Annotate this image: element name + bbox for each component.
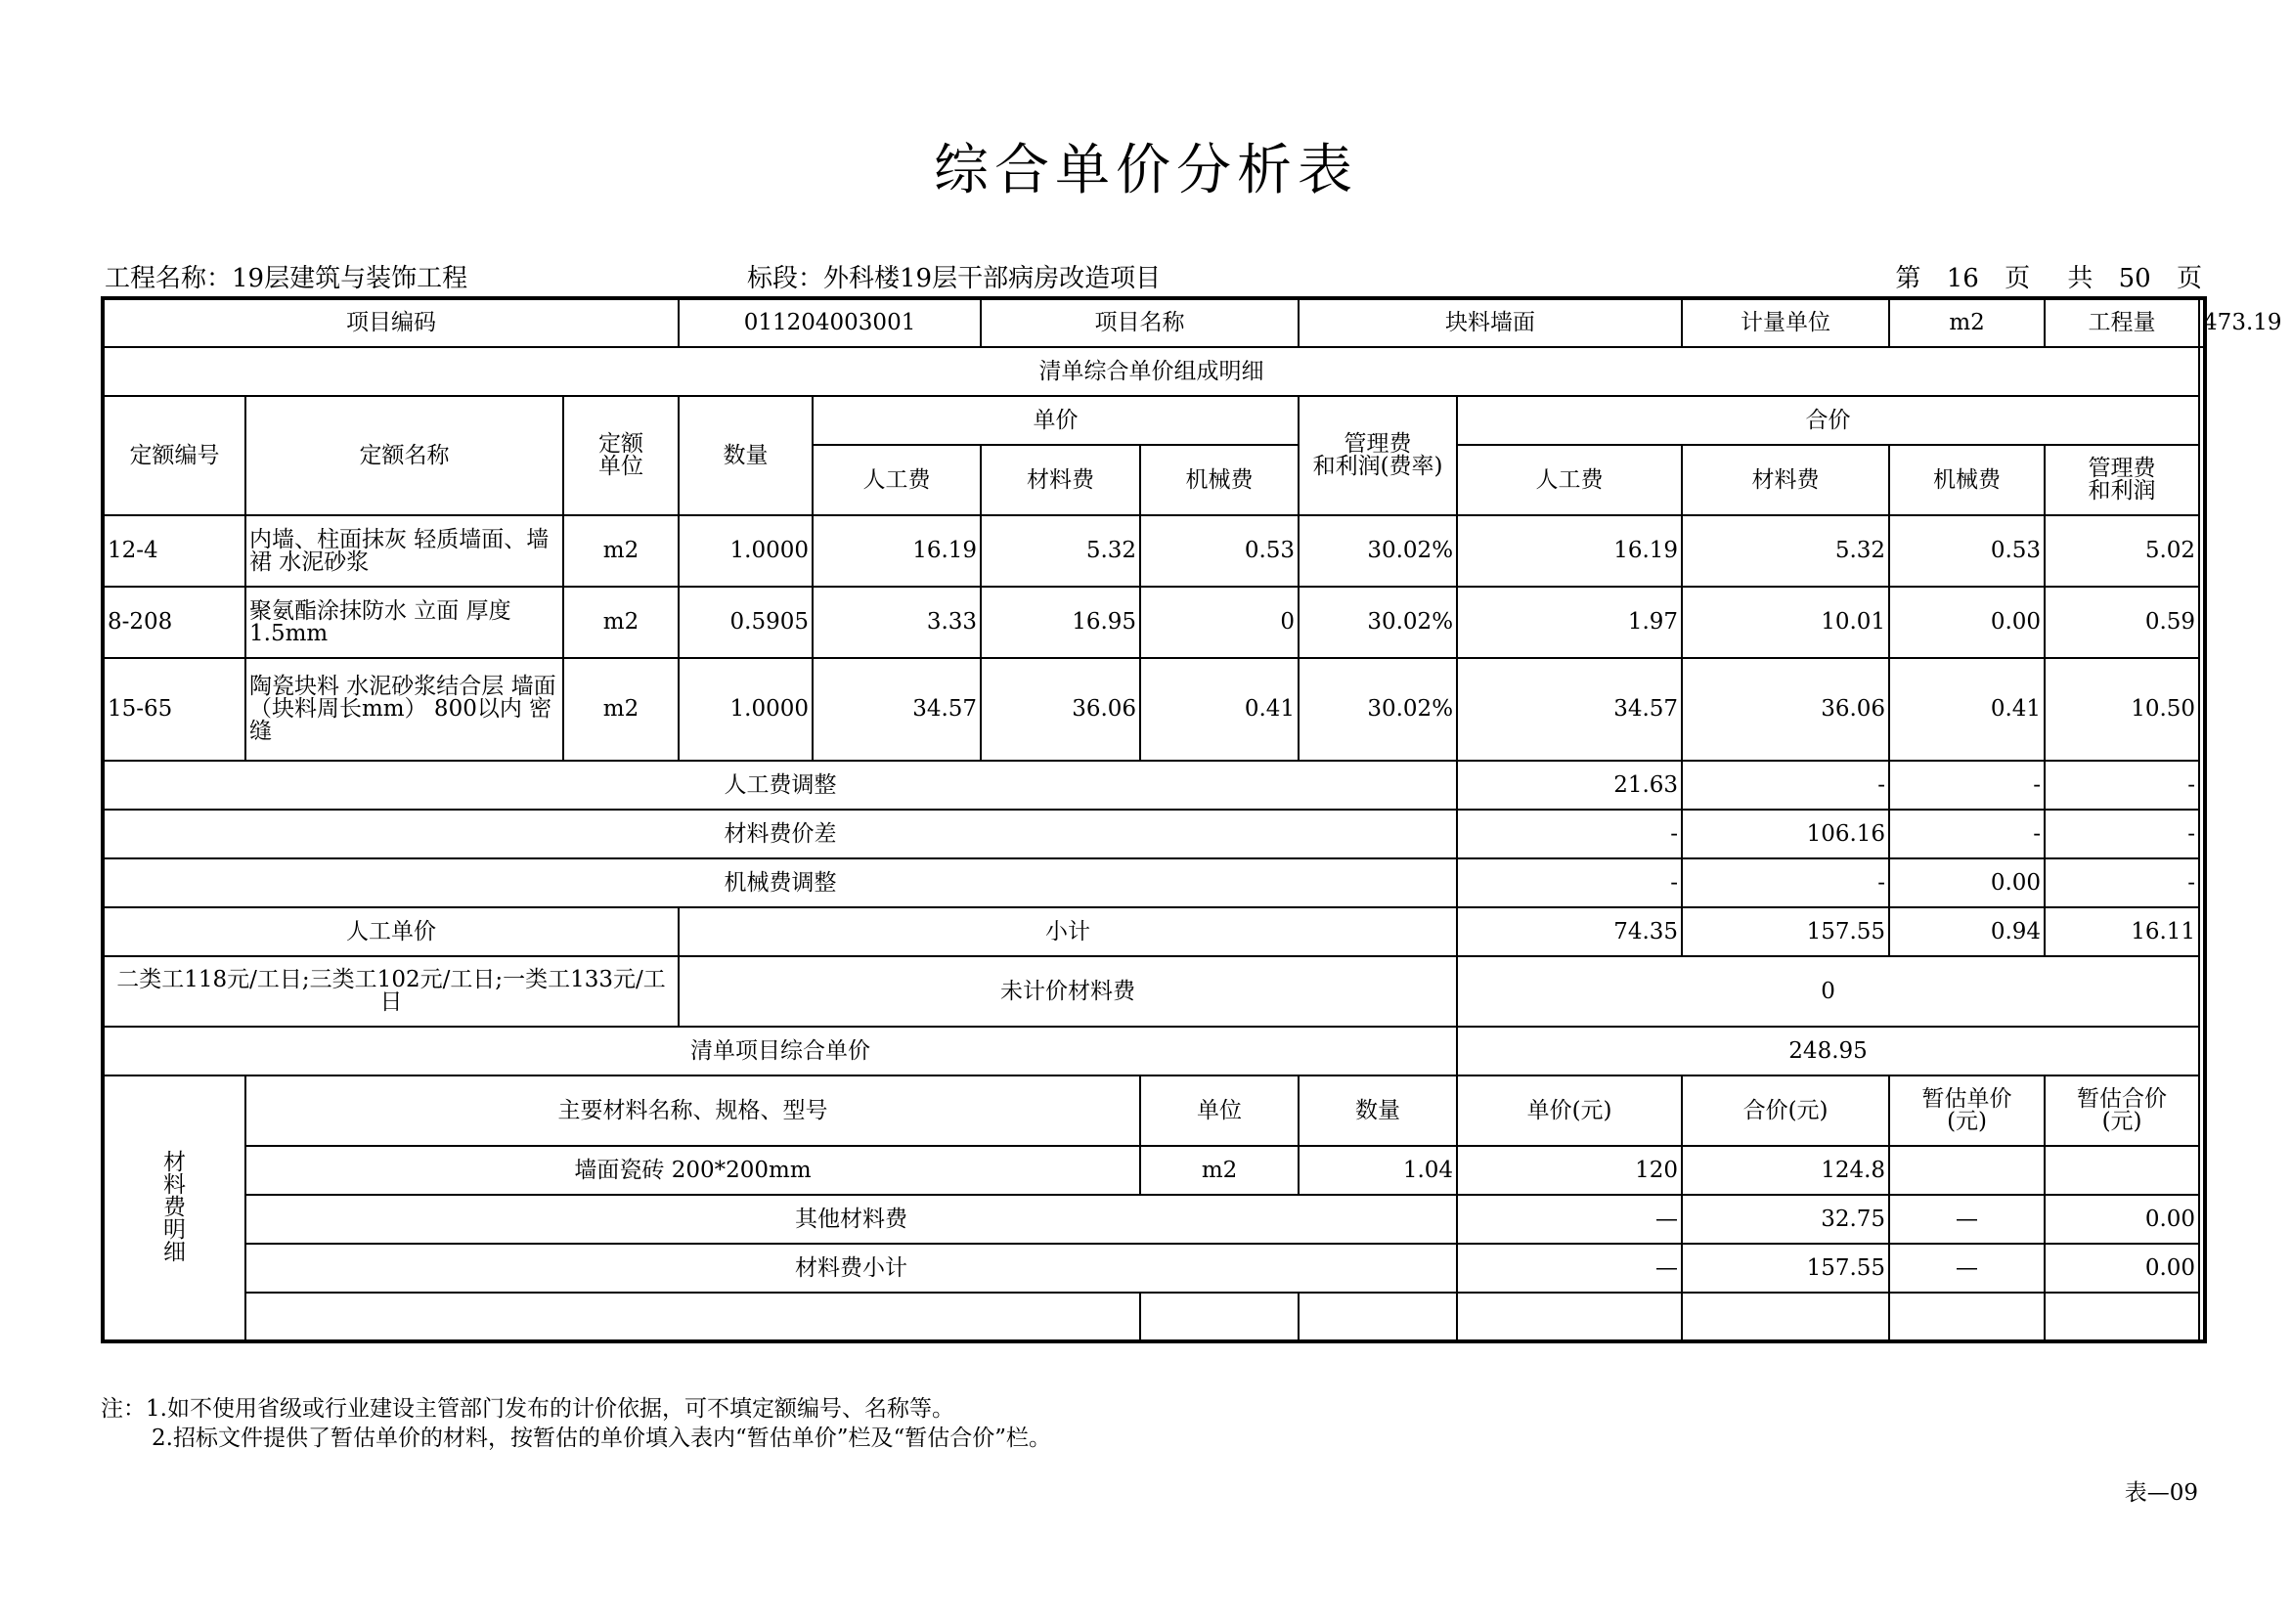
labor-rate-text: 二类工118元/工日;三类工102元/工日;一类工133元/工日 [103, 956, 679, 1027]
material-subtotal-label: 材料费小计 [245, 1244, 1457, 1293]
material-unit: m2 [1140, 1146, 1299, 1195]
total-labor: 34.57 [1457, 658, 1682, 761]
other-material-est-total: 0.00 [2045, 1195, 2199, 1244]
quota-name: 聚氨酯涂抹防水 立面 厚度1.5mm [245, 587, 563, 658]
adjustment-mgmt: - [2045, 761, 2199, 810]
mgmt-rate: 30.02% [1299, 515, 1457, 587]
adjustment-label: 材料费价差 [103, 810, 1457, 858]
col-unit-price: 单价 [813, 396, 1299, 445]
col-quota-unit: 定额 单位 [563, 396, 679, 515]
adjustment-material: - [1682, 761, 1889, 810]
table-row [103, 515, 2205, 587]
adjustment-machine: 0.00 [1889, 858, 2045, 907]
total-machine: 0.41 [1889, 658, 2045, 761]
table-row [103, 658, 2205, 761]
material-est-price-header: 暂估单价 (元) [1889, 1075, 2045, 1146]
adjustment-labor: - [1457, 858, 1682, 907]
unpriced-value: 0 [1457, 956, 2199, 1027]
quota-name: 陶瓷块料 水泥砂浆结合层 墙面（块料周长mm） 800以内 密缝 [245, 658, 563, 761]
total-suffix: 页 [2176, 264, 2202, 293]
col-mgmt-rate: 管理费 和利润(费率) [1299, 396, 1457, 515]
section-name: 标段：外科楼19层干部病房改造项目 [747, 264, 1162, 293]
col-quota-code: 定额编号 [103, 396, 245, 515]
page-title: 综合单价分析表 [934, 139, 1358, 202]
table-row [103, 587, 2205, 658]
total-mgmt: 0.59 [2045, 587, 2199, 658]
adjustment-row [103, 858, 2205, 907]
unit-material: 36.06 [981, 658, 1140, 761]
subtotal-row [103, 907, 2205, 956]
item-code-label: 项目编码 [103, 298, 679, 347]
quota-unit: m2 [563, 515, 679, 587]
material-name-header: 主要材料名称、规格、型号 [245, 1075, 1140, 1146]
total-labor: 16.19 [1457, 515, 1682, 587]
subtotal-machine: 0.94 [1889, 907, 2045, 956]
unit-material: 5.32 [981, 515, 1140, 587]
adjustment-labor: 21.63 [1457, 761, 1682, 810]
material-subtotal-est-price: — [1889, 1244, 2045, 1293]
subtotal-mgmt: 16.11 [2045, 907, 2199, 956]
quota-qty: 1.0000 [679, 515, 813, 587]
other-material-row [103, 1195, 2205, 1244]
total-pages: 50 [2118, 264, 2151, 293]
total-mgmt: 10.50 [2045, 658, 2199, 761]
page-prefix: 第 [1895, 264, 1921, 293]
total-material: 36.06 [1682, 658, 1889, 761]
material-est-total [2045, 1146, 2199, 1195]
unit-labor: 16.19 [813, 515, 981, 587]
unit-price-total-row [103, 1027, 2205, 1075]
adjustment-material: 106.16 [1682, 810, 1889, 858]
adjustment-machine: - [1889, 761, 2045, 810]
adjustment-row [103, 761, 2205, 810]
empty-cell [1457, 1293, 1682, 1341]
material-header-row [103, 1075, 2205, 1146]
empty-cell [1299, 1293, 1457, 1341]
unit-machine: 0.41 [1140, 658, 1299, 761]
item-name-value: 块料墙面 [1299, 298, 1682, 347]
material-row [103, 1146, 2205, 1195]
unit-machine: 0 [1140, 587, 1299, 658]
col-qty: 数量 [679, 396, 813, 515]
total-prefix: 共 [2067, 264, 2094, 293]
empty-material-row [103, 1293, 2205, 1341]
material-qty-header: 数量 [1299, 1075, 1457, 1146]
column-header-row-1 [103, 396, 2205, 445]
form-code: 表—09 [2124, 1480, 2198, 1506]
quota-name: 内墙、柱面抹灰 轻质墙面、墙裙 水泥砂浆 [245, 515, 563, 587]
material-est-price [1889, 1146, 2045, 1195]
material-subtotal-row [103, 1244, 2205, 1293]
col-total-material: 材料费 [1682, 445, 1889, 515]
material-total-header: 合价(元) [1682, 1075, 1889, 1146]
col-machine: 机械费 [1140, 445, 1299, 515]
quota-code: 8-208 [103, 587, 245, 658]
other-material-label: 其他材料费 [245, 1195, 1457, 1244]
quantity-value: 473.19 [2199, 298, 2205, 347]
subtotal-labor: 74.35 [1457, 907, 1682, 956]
quota-unit: m2 [563, 587, 679, 658]
other-material-price: — [1457, 1195, 1682, 1244]
material-price-header: 单价(元) [1457, 1075, 1682, 1146]
unit-price-analysis-table [101, 296, 2282, 1343]
total-machine: 0.00 [1889, 587, 2045, 658]
unit-machine: 0.53 [1140, 515, 1299, 587]
total-machine: 0.53 [1889, 515, 2045, 587]
unit-price-total-label: 清单项目综合单价 [103, 1027, 1457, 1075]
quantity-label: 工程量 [2045, 298, 2199, 347]
adjustment-machine: - [1889, 810, 2045, 858]
unit-material: 16.95 [981, 587, 1140, 658]
page-number: 16 [1946, 264, 1979, 293]
col-total-machine: 机械费 [1889, 445, 2045, 515]
other-material-est-price: — [1889, 1195, 2045, 1244]
col-quota-name: 定额名称 [245, 396, 563, 515]
adjustment-labor: - [1457, 810, 1682, 858]
quota-qty: 0.5905 [679, 587, 813, 658]
quota-code: 15-65 [103, 658, 245, 761]
project-name: 工程名称：19层建筑与装饰工程 [105, 264, 468, 293]
unit-value: m2 [1889, 298, 2045, 347]
labor-rate-label: 人工单价 [103, 907, 679, 956]
material-qty: 1.04 [1299, 1146, 1457, 1195]
empty-cell [1682, 1293, 1889, 1341]
mgmt-rate: 30.02% [1299, 587, 1457, 658]
section-title-row [103, 347, 2205, 396]
note-line-2: 2.招标文件提供了暂估单价的材料，按暂估的单价填入表内“暂估单价”栏及“暂估合价”栏。 [152, 1426, 1051, 1451]
material-subtotal-price: — [1457, 1244, 1682, 1293]
unpriced-row [103, 956, 2205, 1027]
material-price: 120 [1457, 1146, 1682, 1195]
total-material: 10.01 [1682, 587, 1889, 658]
page-mid: 页 [2005, 264, 2031, 293]
material-subtotal-total: 157.55 [1682, 1244, 1889, 1293]
material-total: 124.8 [1682, 1146, 1889, 1195]
empty-cell [245, 1293, 1140, 1341]
other-material-total: 32.75 [1682, 1195, 1889, 1244]
adjustment-row [103, 810, 2205, 858]
item-info-row [103, 298, 2205, 347]
total-labor: 1.97 [1457, 587, 1682, 658]
total-material: 5.32 [1682, 515, 1889, 587]
adjustment-label: 机械费调整 [103, 858, 1457, 907]
quota-unit: m2 [563, 658, 679, 761]
material-detail-side-label: 材 料 费 明 细 [103, 1075, 245, 1341]
col-material: 材料费 [981, 445, 1140, 515]
unit-price-total-value: 248.95 [1457, 1027, 2199, 1075]
unpriced-label: 未计价材料费 [679, 956, 1457, 1027]
subtotal-label: 小计 [679, 907, 1457, 956]
item-name-label: 项目名称 [981, 298, 1299, 347]
material-est-total-header: 暂估合价 (元) [2045, 1075, 2199, 1146]
quota-code: 12-4 [103, 515, 245, 587]
adjustment-mgmt: - [2045, 858, 2199, 907]
empty-cell [2045, 1293, 2199, 1341]
material-unit-header: 单位 [1140, 1075, 1299, 1146]
col-total-labor: 人工费 [1457, 445, 1682, 515]
mgmt-rate: 30.02% [1299, 658, 1457, 761]
unit-labor: 3.33 [813, 587, 981, 658]
unit-labor: 34.57 [813, 658, 981, 761]
adjustment-material: - [1682, 858, 1889, 907]
col-total-price: 合价 [1457, 396, 2199, 445]
total-mgmt: 5.02 [2045, 515, 2199, 587]
page-indicator [1895, 258, 2202, 294]
quota-qty: 1.0000 [679, 658, 813, 761]
note-line-1: 注：1.如不使用省级或行业建设主管部门发布的计价依据，可不填定额编号、名称等。 [101, 1396, 954, 1422]
adjustment-mgmt: - [2045, 810, 2199, 858]
empty-cell [1889, 1293, 2045, 1341]
empty-cell [1140, 1293, 1299, 1341]
item-code-value: 011204003001 [679, 298, 981, 347]
section-title: 清单综合单价组成明细 [103, 347, 2199, 396]
col-labor: 人工费 [813, 445, 981, 515]
material-subtotal-est-total: 0.00 [2045, 1244, 2199, 1293]
material-name: 墙面瓷砖 200*200mm [245, 1146, 1140, 1195]
unit-label: 计量单位 [1682, 298, 1889, 347]
adjustment-label: 人工费调整 [103, 761, 1457, 810]
col-total-mgmt: 管理费 和利润 [2045, 445, 2199, 515]
subtotal-material: 157.55 [1682, 907, 1889, 956]
